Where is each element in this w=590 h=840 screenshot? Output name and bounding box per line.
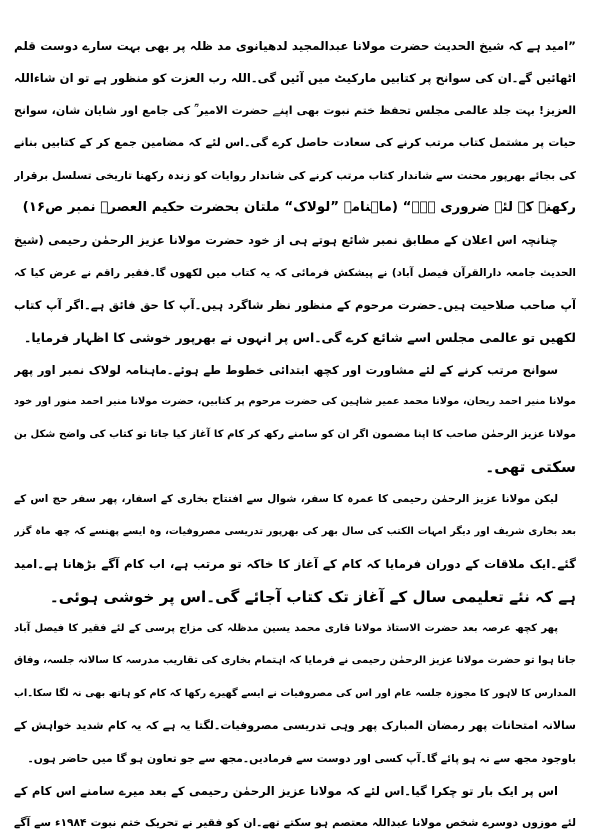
- text-line: چنانچہ اس اعلان کے مطابق نمبر شائع ہوتے ہی از خود حضرت مولانا عزیز الرحمٰن رحیمی (شیخ: [14, 233, 558, 248]
- paragraph-consultation: [14, 354, 576, 484]
- text-line: سوانح مرتب کرنے کے لئے مشاورت اور کچھ ابتدائی خطوط طے ہوئے۔ماہنامہ لولاک نمبر اور پھر: [14, 362, 558, 377]
- text-line: مولانا عزیز الرحمٰن صاحب کا اپنا مضمون اگر ان کو سامنے رکھ کر کام کا آغاز کیا جاتا تو کتاب کی واضح شکل بن: [14, 428, 576, 440]
- paragraph-visit: [14, 613, 576, 775]
- text-line: سکتی تھی۔: [485, 458, 576, 477]
- text-line: لیکن مولانا عزیز الرحمٰن رحیمی کا عمرہ کا سفر، شوال سے افتتاح بخاری کے اسفار، پھر سفر حج اس کے: [14, 493, 558, 506]
- text-line: آپ صاحب صلاحیت ہیں۔حضرت مرحوم کے منظور نظر شاگرد ہیں۔آپ کا حق فائق ہے۔اگر آپ کتاب: [14, 298, 576, 313]
- text-line: الحدیث جامعہ دارالقرآن فیصل آباد) نے پیشکش فرمائی کہ یہ کتاب میں لکھوں گا۔فقیر راقم نے عرض کیا کہ: [14, 266, 576, 279]
- text-line: گئے۔ایک ملاقات کے دوران فرمایا کہ کام کے آغاز کا خاکہ تو مرتب ہے، اب کام آگے بڑھانا ہے۔امید: [14, 557, 576, 572]
- text-line: المدارس کا لاہور کا مجوزہ جلسہ عام اور اس کی مصروفیات نے ایسے گھیرے رکھا کہ کام کو ہاتھ بھی نہ لگا سکا۔اب: [14, 687, 576, 699]
- text-line: اس پر ایک بار تو چکرا گیا۔اس لئے کہ مولانا عزیز الرحمٰن رحیمی کے بعد میرے سامنے اس کام کے: [14, 783, 558, 798]
- paragraph-next: [14, 775, 576, 840]
- paragraph-delay: [14, 483, 576, 613]
- text-line: لئے موزوں دوسرے شخص مولانا عبداللہ معتصم ہو سکتے تھے۔ان کو فقیر نے تحریک ختم نبوت ۱۹۸۴ء سے آگے: [14, 816, 576, 830]
- text-line: کی بجائے بھرپور محنت سے شاندار کتاب مرتب کرنے کی شاندار روایات کو زندہ رکھنا تاریخی تسلسل برقرار: [14, 168, 576, 182]
- text-line: لکھیں تو عالمی مجلس اسے شائع کرے گی۔اس پر انہوں نے بھرپور خوشی کا اظہار فرمایا۔: [24, 329, 576, 345]
- text-line: رکھنے کے لئے ضروری ہے۔“ (ماہنامہ ”لولاک“ ملتان بحضرت حکیم العصرؒ نمبر ص۱۶): [22, 199, 576, 215]
- text-line: جانا ہوا تو حضرت مولانا عزیز الرحمٰن رحیمی نے فرمایا کہ اہتمام بخاری کی تقاریب مدرسہ کا سالانہ جلسہ، وفاق: [14, 655, 576, 667]
- text-line: حیات پر مشتمل کتاب مرتب کرنے کی سعادت حاصل کرے گی۔اس لئے کہ مضامین جمع کر کے کتابیں بنانے: [14, 136, 576, 150]
- text-line: اٹھائیں گے۔ان کی سوانح پر کتابیں مارکیٹ میں آئیں گی۔اللہ رب العزت کو منظور ہے تو ان شاءاللہ: [14, 71, 576, 86]
- text-line: سالانہ امتحانات پھر رمضان المبارک پھر وہی تدریسی مصروفیات۔لگتا یہ ہے کہ یہ کام شدید خواہش کے: [14, 719, 576, 733]
- text-line: ہے کہ نئے تعلیمی سال کے آغاز تک کتاب آجائے گی۔اس پر خوشی ہوئی۔: [49, 587, 576, 606]
- paragraph-offer: [14, 224, 576, 354]
- text-line: پھر کچھ عرصہ بعد حضرت الاستاذ مولانا قاری محمد یسین مدظلہ کی مزاج پرسی کے لئے فقیر کا فیصل آباد: [14, 623, 558, 635]
- text-line: ”امید ہے کہ شیخ الحدیث حضرت مولانا عبدالمجید لدھیانوی مد ظلہ پر بھی بہت سارے دوست قلم: [14, 39, 576, 53]
- text-line: العزیز! بہت جلد عالمی مجلس تحفظ ختم نبوت بھی اپنے حضرت الامیر ؒ کی جامع اور شایان شان، سوانح: [14, 103, 576, 117]
- text-line: باوجود مجھ سے نہ ہو پائے گا۔آپ کسی اور دوست سے فرمادیں۔مجھ سے جو تعاون ہو گا میں حاضر ہوں۔: [27, 751, 576, 765]
- paragraph-quote: [14, 30, 576, 224]
- text-line: بعد بخاری شریف اور دیگر امہات الکتب کی سال بھر کی بھرپور تدریسی مصروفیات، وہ ایسے پھنسے کہ چھ ماہ گزر: [14, 525, 576, 537]
- text-line: مولانا منیر احمد ریحان، مولانا محمد عمیر شاہین کی حضرت مرحوم پر کتابیں، حضرت مولانا منیر احمد منور اور خود: [14, 396, 576, 408]
